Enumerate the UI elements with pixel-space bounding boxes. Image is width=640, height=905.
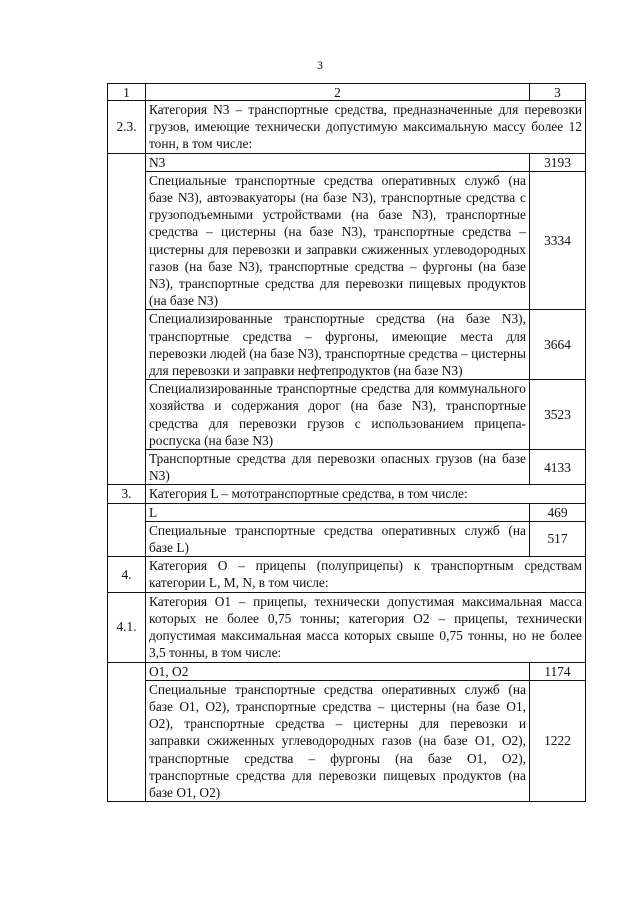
row-number: 4.: [108, 557, 146, 592]
row-text: Специальные транспортные средства оперативных служб (на базе N3), автоэвакуаторы (на базе N3), транспортные средства с грузоподъемными устройствами (на базе N3), транспортные средства – цистерны (на базе N3), транспортные средства – цистерны для перевозки и заправки сжиженных углеводородных газов (на базе N3), транспортные средства – фургоны (на базе N3), транспортные средства для перевозки пищевых продуктов (на базе N3): [146, 171, 530, 310]
row-text: О1, О2: [146, 662, 530, 680]
header-col-1: 1: [108, 84, 146, 101]
row-value: 1174: [530, 662, 586, 680]
table-row: [108, 557, 586, 592]
row-text: Специальные транспортные средства оперативных служб (на базе L): [146, 521, 530, 556]
table-header-row: [108, 84, 586, 101]
row-text: Специализированные транспортные средства (на базе N3), транспортные средства – фургоны, имеющие места для перевозки людей (на базе N3), транспортные средства – цистерны для перевозки и заправки нефтепродуктов (на базе N3): [146, 310, 530, 380]
row-text: L: [146, 503, 530, 521]
row-text: Категория N3 – транспортные средства, предназначенные для перевозки грузов, имеющие технически допустимую максимальную массу более 12 тонн, в том числе:: [146, 101, 586, 154]
table-row: [108, 101, 586, 154]
row-number: [108, 503, 146, 557]
row-number: 3.: [108, 485, 146, 503]
table-row: [108, 662, 586, 680]
row-text: Категория О – прицепы (полуприцепы) к транспортным средствам категории L, M, N, в том числе:: [146, 557, 586, 592]
row-text: Специализированные транспортные средства для коммунального хозяйства и содержания дорог (на базе N3), транспортные средства для перевозки грузов с использованием прицепа-роспуска (на базе N3): [146, 380, 530, 450]
row-value: 1222: [530, 680, 586, 801]
row-value: 469: [530, 503, 586, 521]
table-row: [108, 592, 586, 662]
page-number: 3: [317, 58, 323, 72]
table-row: [108, 171, 586, 310]
row-number: 2.3.: [108, 101, 146, 154]
header-col-3: 3: [530, 84, 586, 101]
row-value: 3664: [530, 310, 586, 380]
row-value: 517: [530, 521, 586, 556]
row-value: 4133: [530, 450, 586, 485]
row-number: 4.1.: [108, 592, 146, 662]
row-value: 3523: [530, 380, 586, 450]
tariff-table: [107, 83, 586, 802]
table-row: [108, 680, 586, 801]
row-text: Категория О1 – прицепы, технически допустимая максимальная масса которых не более 0,75 тонны; категория О2 – прицепы, технически допустимая максимальная масса которых свыше 0,75 тонны, но не более 3,5 тонны, в том числе:: [146, 592, 586, 662]
table-row: [108, 503, 586, 521]
row-value: 3193: [530, 153, 586, 171]
table-row: [108, 380, 586, 450]
row-text: Категория L – мототранспортные средства, в том числе:: [146, 485, 586, 503]
table-row: [108, 450, 586, 485]
table-row: [108, 310, 586, 380]
row-number: [108, 662, 146, 802]
table-row: [108, 485, 586, 503]
row-text: Специальные транспортные средства оперативных служб (на базе О1, О2), транспортные средства – цистерны (на базе О1, О2), транспортные средства – цистерны для перевозки и заправки сжиженных углеводородных газов (на базе О1, О2), транспортные средства – фургоны (на базе О1, О2), транспортные средства для перевозки пищевых продуктов (на базе О1, О2): [146, 680, 530, 801]
table-row: [108, 153, 586, 171]
row-text: N3: [146, 153, 530, 171]
row-number: [108, 153, 146, 485]
header-col-2: 2: [146, 84, 530, 101]
row-text: Транспортные средства для перевозки опасных грузов (на базе N3): [146, 450, 530, 485]
table-row: [108, 521, 586, 556]
row-value: 3334: [530, 171, 586, 310]
